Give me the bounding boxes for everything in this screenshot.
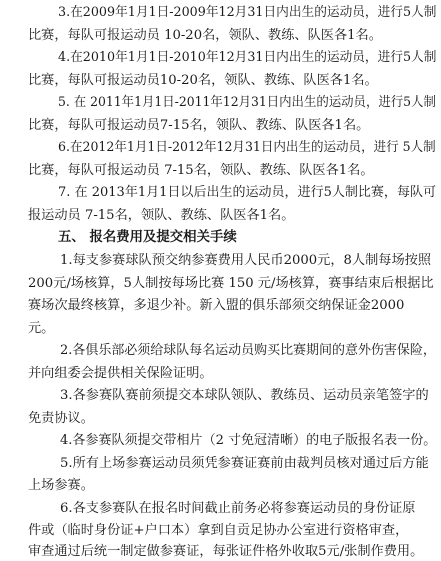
age-group-4-line-1: 4.在2010年1月1日-2010年12月31日内出生的运动员，进行5人制: [58, 50, 437, 65]
age-group-6-line-1: 6.在2012年1月1日-2012年12月31日内出生的运动员，进行 5人制: [58, 140, 436, 155]
fee-item-4-line-1: 4.各参赛队须提交带相片（2 寸免冠清晰）的电子版报名表一份。: [60, 433, 437, 448]
section-heading: 五、 报名费用及提交相关手续: [58, 230, 237, 245]
age-group-7-line-1: 7. 在 2013年1月1日以后出生的运动员，进行5人制比赛，每队可: [58, 185, 436, 200]
fee-item-1-line-3: 赛场次最终核算，多退少补。新入盟的俱乐部须交纳保证金2000: [28, 298, 405, 313]
fee-item-5-line-1: 5.所有上场参赛运动员须凭参赛证赛前由裁判员核对通过后方能: [60, 456, 429, 471]
age-group-5-line-1: 5. 在 2011年1月1日-2011年12月31日内出生的运动员，进行5人制: [58, 95, 436, 110]
age-group-6-line-2: 比赛，每队可报运动员 7-15名，领队、教练、队医各1名。: [28, 163, 374, 178]
fee-item-3-line-2: 免责协议。: [28, 411, 94, 426]
age-group-4-line-2: 比赛，每队可报运动员10-20名，领队、教练、队医各1名。: [28, 73, 378, 88]
fee-item-2-line-2: 并向组委会提供相关保险证明。: [28, 366, 213, 381]
fee-item-6-line-3: 审查通过后统一制定做参赛证，每张证件格外收取5元/张制作费用。: [28, 544, 424, 559]
fee-item-6-line-2: 件或（临时身份证+户口本）拿到自贡足协办公室进行资格审查，: [28, 523, 409, 538]
fee-item-1-line-4: 元。: [28, 321, 55, 336]
age-group-7-line-2: 报运动员 7-15名，领队、教练、队医各1名。: [28, 208, 295, 223]
age-group-3-line-2: 比赛，每队可报运动员 10-20名，领队、教练、队医各1名。: [28, 28, 382, 43]
fee-item-3-line-1: 3.各参赛队赛前须提交本球队领队、教练员、运动员亲笔签字的: [60, 388, 429, 403]
fee-item-1-line-1: 1.每支参赛球队预交纳参赛费用人民币2000元，8人制每场按照: [60, 253, 432, 268]
age-group-3-line-1: 3.在2009年1月1日-2009年12月31日内出生的运动员，进行5人制: [58, 5, 437, 20]
age-group-5-line-2: 比赛，每队可报运动员7-15名，领队、教练、队医各1名。: [28, 118, 370, 133]
fee-item-1-line-2: 200元/场核算，5人制按每场比赛 150 元/场核算，赛事结束后根据比: [28, 276, 434, 291]
fee-item-5-line-2: 上场参赛。: [28, 478, 94, 493]
fee-item-6-line-1: 6.各支参赛队在报名时间截止前务必将参赛运动员的身份证原: [60, 501, 416, 516]
fee-item-2-line-1: 2.各俱乐部必须给球队每名运动员购买比赛期间的意外伤害保险，: [60, 343, 436, 358]
